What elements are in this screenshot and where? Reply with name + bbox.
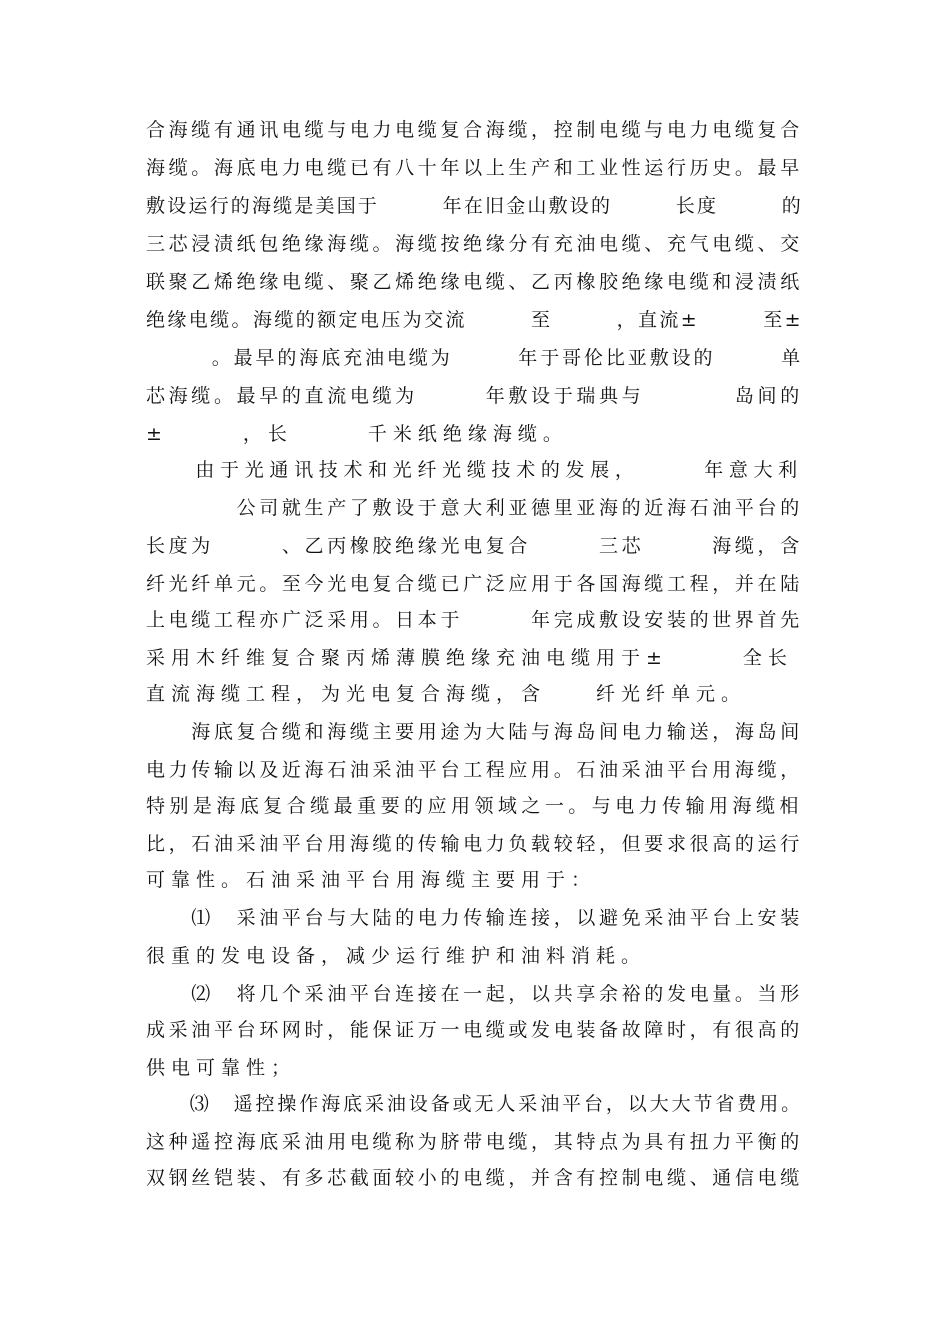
text-line: 很重的发电设备，减少运行维护和油料消耗。 xyxy=(146,945,647,967)
text-line: 由于光通讯技术和光纤光缆技术的发展， 年意大利 xyxy=(146,459,803,481)
text-line: 可靠性。石油采油平台用海缆主要用于： xyxy=(146,869,597,891)
text-line: 成采油平台环网时，能保证万一电缆或发电装备故障时，有很高的 xyxy=(146,1019,803,1041)
text-line: 电力传输以及近海石油采油平台工程应用。石油采油平台用海缆， xyxy=(146,759,803,781)
text-line: 双钢丝铠装、有多芯截面较小的电缆，并含有控制电缆、通信电缆 xyxy=(146,1167,803,1189)
text-line: 敷设运行的海缆是美国于 年在旧金山敷设的 长度 的 xyxy=(146,195,803,217)
text-line: 联聚乙烯绝缘电缆、聚乙烯绝缘电缆、乙丙橡胶绝缘电缆和浸渍纸 xyxy=(146,271,803,293)
text-line: ⑶ 遥控操作海底采油设备或无人采油平台，以大大节省费用。 xyxy=(146,1093,804,1115)
text-line: 公司就生产了敷设于意大利亚德里亚海的近海石油平台的 xyxy=(146,497,803,519)
text-line: 直流海缆工程，为光电复合海缆，含 纤光纤单元。 xyxy=(146,683,747,705)
text-line: 芯海缆。最早的直流电缆为 年敷设于瑞典与 岛间的 xyxy=(146,385,803,407)
text-line: ⑴ 采油平台与大陆的电力传输连接，以避免采油平台上安装 xyxy=(146,907,803,929)
text-line: 长度为 、乙丙橡胶绝缘光电复合 三芯 海缆，含 xyxy=(146,535,803,557)
text-line: 合海缆有通讯电缆与电力电缆复合海缆，控制电缆与电力电缆复合 xyxy=(146,119,803,141)
text-line: 上电缆工程亦广泛采用。日本于 年完成敷设安装的世界首先 xyxy=(146,609,803,631)
text-line: 三芯浸渍纸包绝缘海缆。海缆按绝缘分有充油电缆、充气电缆、交 xyxy=(146,233,803,255)
text-line: 特别是海底复合缆最重要的应用领域之一。与电力传输用海缆相 xyxy=(146,795,803,817)
text-line: 海底复合缆和海缆主要用途为大陆与海岛间电力输送，海岛间 xyxy=(146,721,803,743)
text-line: 比，石油采油平台用海缆的传输电力负载较轻，但要求很高的运行 xyxy=(146,833,803,855)
text-line: 海缆。海底电力电缆已有八十年以上生产和工业性运行历史。最早 xyxy=(146,157,803,179)
text-line: 供电可靠性； xyxy=(146,1057,297,1079)
text-line: 绝缘电缆。海缆的额定电压为交流 至 ，直流± 至± xyxy=(146,309,803,331)
text-line: 纤光纤单元。至今光电复合缆已广泛应用于各国海缆工程，并在陆 xyxy=(146,573,803,595)
text-line: 。最早的海底充油电缆为 年于哥伦比亚敷设的 单 xyxy=(146,347,804,369)
text-line: 这种遥控海底采油用电缆称为脐带电缆，其特点为具有扭力平衡的 xyxy=(146,1131,803,1153)
text-line: 采用木纤维复合聚丙烯薄膜绝缘充油电缆用于± 全长 xyxy=(146,647,793,669)
text-line: ± ，长 千米纸绝缘海缆。 xyxy=(146,423,568,445)
text-line: ⑵ 将几个采油平台连接在一起，以共享余裕的发电量。当形 xyxy=(146,983,803,1005)
